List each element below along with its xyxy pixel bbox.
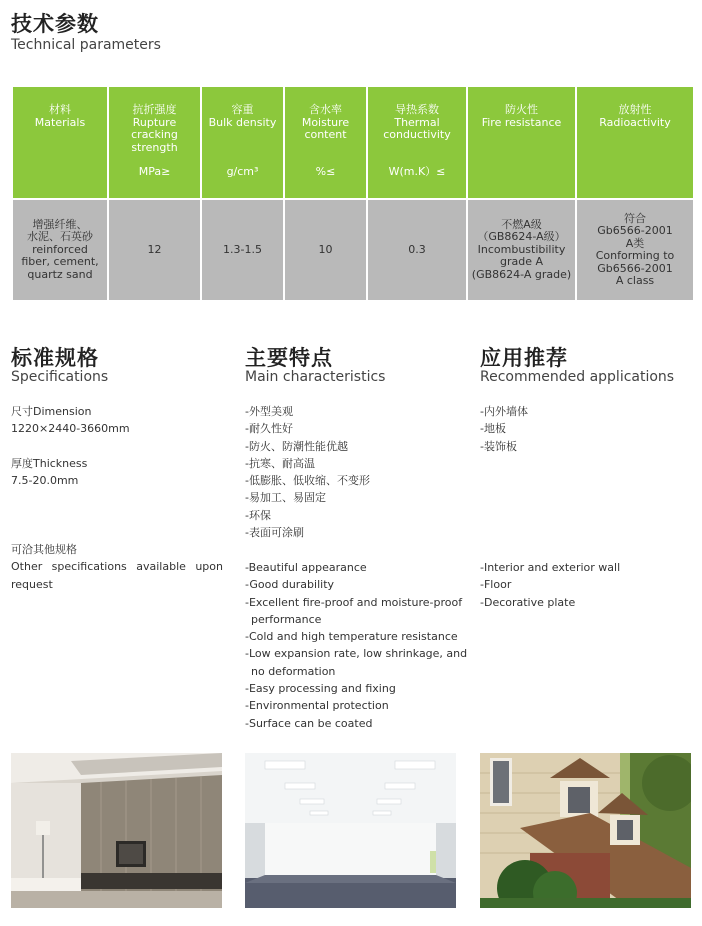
table-cell (202, 200, 283, 300)
living-room-photo (11, 753, 222, 908)
list-item: -防火、防潮性能优越 (245, 439, 348, 453)
other-label: 可洽其他规格 (11, 543, 77, 557)
apps-en-list (480, 559, 620, 611)
apps-title-en: Recommended applications (480, 369, 675, 385)
tech-title-cn: 技术参数 (11, 12, 99, 36)
header-line: content (304, 128, 347, 141)
header-line: conductivity (383, 128, 451, 141)
dimension-value: 1220×2440-3660mm (11, 422, 130, 436)
table-header-cell (368, 87, 466, 198)
cell-line: A类 (625, 236, 645, 250)
list-item: -Beautiful appearance (245, 561, 367, 574)
cell-line: grade A (499, 255, 544, 269)
table-header-row (13, 87, 693, 198)
thickness-label: 厚度Thickness (11, 456, 88, 470)
list-item: -耐久性好 (245, 422, 293, 436)
header-line: Radioactivity (599, 115, 671, 129)
cell-line: Conforming to (595, 249, 675, 262)
table-header-cell (109, 87, 200, 198)
list-item: -抗寒、耐高温 (245, 456, 315, 470)
list-item: -Decorative plate (480, 595, 576, 609)
header-unit: W(m.K）≤ (388, 165, 446, 178)
cell-line: 1.3-1.5 (223, 242, 262, 256)
table-header-cell (202, 87, 283, 198)
dimension-label: 尺寸Dimension (11, 405, 92, 418)
header-line: 防火性 (505, 103, 538, 116)
list-item: -Interior and exterior wall (480, 561, 621, 574)
list-item: -低膨胀、低收缩、不变形 (245, 474, 370, 488)
table-cell (109, 200, 200, 300)
table-cell (468, 200, 575, 300)
header-line: 含水率 (309, 103, 342, 116)
apps-cn-list (480, 403, 528, 455)
list-item: -Surface can be coated (245, 716, 373, 730)
cell-line: fiber, cement, (21, 255, 99, 269)
table-cell (285, 200, 366, 300)
cell-line: Gb6566-2001 (597, 261, 673, 275)
header-unit: g/cm³ (226, 165, 259, 178)
cell-line: 水泥、石英砂 (27, 230, 93, 244)
cell-line: 10 (318, 242, 333, 256)
specs-title-en: Specifications (11, 369, 109, 385)
header-line: Bulk density (208, 115, 277, 129)
header-unit: MPa≥ (138, 165, 171, 178)
header-unit: %≤ (315, 165, 336, 178)
cell-line: 0.3 (408, 242, 426, 256)
list-item: -环保 (245, 508, 271, 522)
header-line: 材料 (49, 103, 71, 116)
office-photo (245, 753, 456, 908)
header-line: Thermal (394, 115, 440, 129)
cell-line: Incombustibility (477, 242, 566, 256)
table-row (13, 200, 693, 300)
table-cell (368, 200, 466, 300)
cell-line: 符合 (624, 211, 646, 225)
list-item: -Excellent fire-proof and moisture-proof (245, 595, 463, 609)
features-en-list (245, 559, 467, 732)
cell-line: （GB8624-A级） (477, 230, 566, 244)
list-item: -易加工、易固定 (245, 491, 326, 505)
tech-title-en: Technical parameters (11, 37, 161, 53)
header-line: Fire resistance (481, 115, 562, 129)
table-cell (577, 200, 693, 300)
table-header-cell (577, 87, 693, 198)
list-item: -表面可涂刷 (245, 526, 304, 540)
features-title-en: Main characteristics (245, 369, 386, 385)
list-item: -Cold and high temperature resistance (245, 630, 458, 644)
parameters-table (11, 87, 695, 300)
list-item: -Environmental protection (245, 699, 389, 713)
header-line: Materials (34, 115, 86, 129)
cell-line: reinforced (32, 242, 88, 256)
list-item: -内外墙体 (480, 405, 528, 418)
cell-line: (GB8624-A grade) (471, 267, 572, 281)
cell-line: quartz sand (27, 267, 93, 281)
table-cell (13, 200, 107, 300)
table-header-cell (285, 87, 366, 198)
cell-line: 12 (147, 242, 162, 256)
features-title-cn: 主要特点 (245, 346, 333, 370)
list-item: -Easy processing and fixing (245, 682, 396, 696)
other-value: Other specifications available upon request (11, 560, 223, 591)
table-header-cell (13, 87, 107, 198)
list-item: -装饰板 (480, 439, 517, 453)
list-item: -Low expansion rate, low shrinkage, and (245, 647, 468, 661)
apps-title-cn: 应用推荐 (480, 346, 568, 370)
thickness-value: 7.5-20.0mm (11, 473, 79, 487)
list-item: -外型美观 (245, 405, 293, 418)
list-item: performance (251, 612, 322, 626)
header-line: 抗折强度 (132, 103, 177, 116)
header-line: 容重 (231, 103, 254, 116)
cell-line: 不燃A级 (501, 217, 542, 231)
specs-title-cn: 标准规格 (11, 346, 99, 370)
header-line: 导热系数 (395, 103, 439, 116)
house-exterior-photo (480, 753, 691, 908)
specs-list (11, 403, 223, 593)
header-line: cracking (131, 128, 178, 141)
list-item: -Good durability (245, 578, 335, 592)
header-line: Moisture (301, 115, 350, 129)
cell-line: A class (615, 274, 655, 287)
cell-line: 增强纤维、 (32, 217, 88, 231)
table-header-cell (468, 87, 575, 198)
list-item: -地板 (480, 422, 506, 436)
features-cn-list (245, 403, 370, 541)
header-line: 放射性 (618, 103, 652, 116)
header-line: Rupture (132, 115, 177, 129)
header-line: strength (131, 140, 178, 154)
list-item: -Floor (480, 578, 512, 592)
cell-line: Gb6566-2001 (597, 224, 673, 237)
list-item: no deformation (251, 664, 336, 678)
